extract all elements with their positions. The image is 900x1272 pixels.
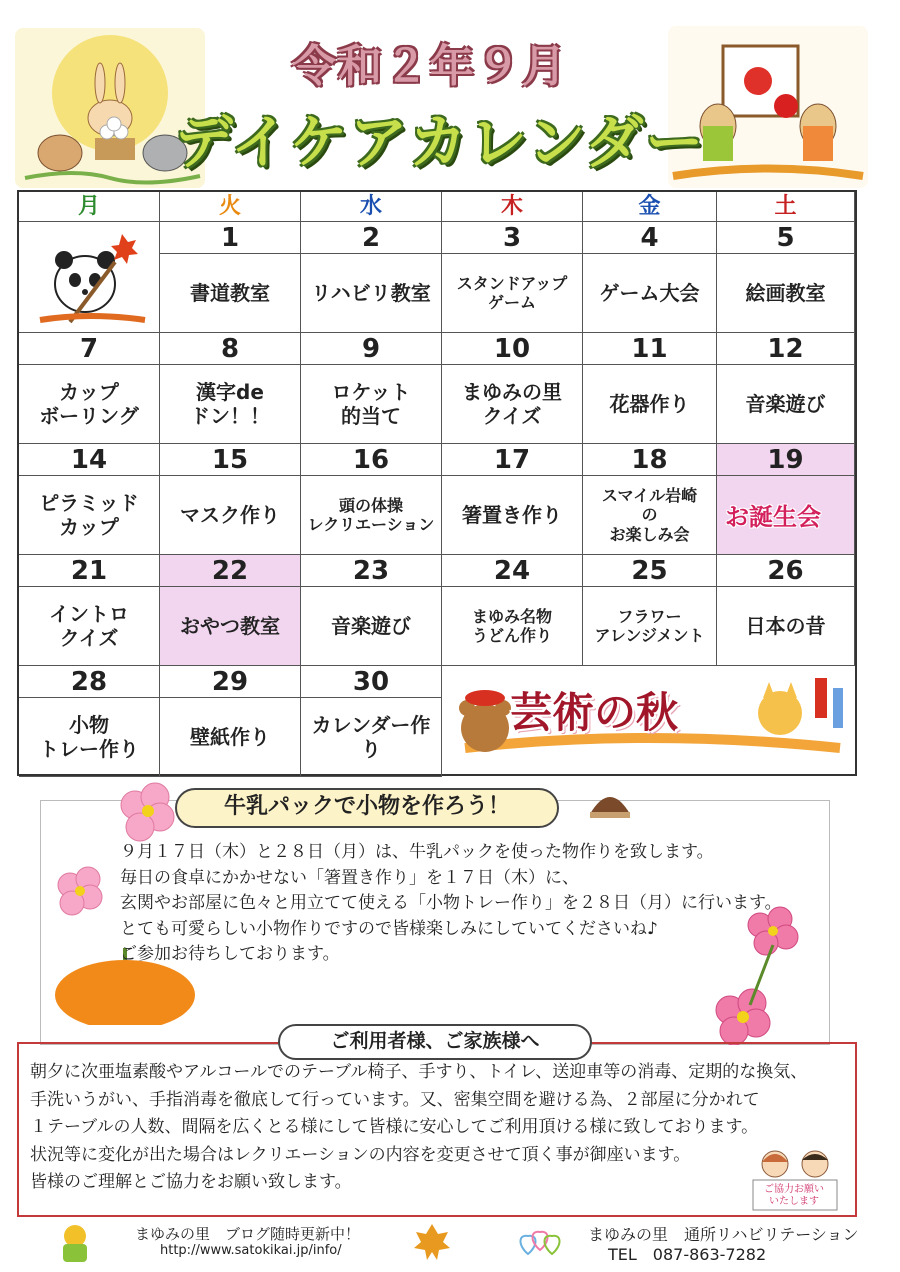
day-number: 1 [160,222,300,254]
header-year-month: 令和２年９月 [292,41,568,92]
day-event: ゲーム大会 [599,281,700,305]
day-event: 箸置き作り [462,503,562,527]
day-event: 絵画教室 [745,281,826,305]
day-event: スマイル岩崎 の お楽しみ会 [601,486,698,544]
milk-section-title: 牛乳パックで小物を作ろう！ [175,788,559,828]
day-event: ロケット 的当て [331,380,411,428]
weekday-header: 木 [442,192,583,222]
day-number: 10 [442,333,582,365]
day-number: 26 [717,555,854,587]
day-event: 小物 トレー作り [39,713,139,761]
day-event: ピラミッド カップ [39,491,139,539]
day-number: 21 [19,555,159,587]
weekday-header: 月 [19,192,160,222]
hearts-logo-icon [516,1226,564,1258]
panda-sweeping-illustration [30,222,155,327]
calendar-day-1 [160,222,301,333]
calendar-day-12 [717,333,855,444]
notice-body: 朝夕に次亜塩素酸やアルコールでのテーブル椅子、手すり、トイレ、送迎車等の消毒、定期的な換気、 手洗いうがい、手指消毒を徹底して行っています。又、密集空間を避ける為、２部屋に分かれて １テーブルの人数、間隔を広くとる様にして皆様に安心してご利用頂ける様に致しております。 状況等に変化が出た場合はレクリエーションの内容を変更させて頂く事が御座います。 皆様のご理解とご協力をお願い致します。 [30,1062,808,1192]
header-title: デイケアカレンダー [174,108,706,176]
calendar-day-28 [19,666,160,777]
mascot-icon [55,1220,95,1264]
day-event: まゆみ名物 うどん作り [471,606,552,645]
calendar-day-4 [583,222,717,333]
facility-name: まゆみの里 通所リハビリテーション [588,1225,859,1244]
day-number: 9 [301,333,441,365]
weekday-header: 土 [717,192,855,222]
cooperation-sign: ご協力お願い いたします [764,1184,824,1207]
day-number: 5 [717,222,854,254]
calendar-day-11 [583,333,717,444]
day-event: 書道教室 [190,281,270,305]
calendar-day-16 [301,444,442,555]
autumn-leaf-icon [414,1222,450,1262]
day-event: 壁紙作り [190,725,270,749]
calendar-day-7 [19,333,160,444]
day-number: 25 [583,555,716,587]
day-event: カップ ボーリング [39,380,139,428]
day-event: 頭の体操 レクリエーション [307,495,435,534]
calendar-day-2 [301,222,442,333]
calendar-day-30 [301,666,442,777]
day-event: フラワー アレンジメント [594,606,705,645]
calendar-day-22 [160,555,301,666]
birthday-party-label: お誕生会 [725,503,821,531]
chestnut-illustration [585,786,635,820]
day-event: 漢字de ドン！！ [190,380,270,428]
day-event: 音楽遊び [745,392,826,416]
calendar-day-3 [442,222,583,333]
calendar-day-9 [301,333,442,444]
day-event: 音楽遊び [331,614,411,638]
calendar-day-25 [583,555,717,666]
day-number: 29 [160,666,300,698]
day-number: 17 [442,444,582,476]
day-event: まゆみの里 クイズ [462,380,562,428]
notice-title: ご利用者様、ご家族様へ [278,1024,592,1060]
day-event: 花器作り [609,392,690,416]
weekday-header: 火 [160,192,301,222]
day-event: マスク作り [180,503,280,527]
day-event: 日本の昔 [745,614,826,638]
day-event: スタンドアップ ゲーム [456,273,568,312]
calendar-day-14 [19,444,160,555]
day-number: 14 [19,444,159,476]
day-number: 16 [301,444,441,476]
day-number: 23 [301,555,441,587]
day-number: 30 [301,666,441,698]
calendar-day-5 [717,222,855,333]
blog-notice: まゆみの里 ブログ随時更新中！ [135,1225,361,1243]
calendar-day-21 [19,555,160,666]
day-number: 22 [160,555,300,587]
day-number: 19 [717,444,854,476]
calendar-day-8 [160,333,301,444]
day-number: 11 [583,333,716,365]
calendar-day-17 [442,444,583,555]
day-number: 3 [442,222,582,254]
milk-section-body: ９月１７日（木）と２８日（月）は、牛乳パックを使った物作りを致します。 毎日の食卓にかかせない「箸置き作り」を１７日（木）に、 玄関やお部屋に色々と用立てて使える「小物トレー作り」を２８日（月）に行います。 とても可愛らしい小物作りですので皆様楽しみにしていてくださいね♪ ご参加お待ちしております。 [120,842,782,964]
day-event: カレンダー作り [311,713,431,761]
weekday-header: 水 [301,192,442,222]
art-autumn-banner: 芸術の秋 [510,688,679,737]
day-number: 18 [583,444,716,476]
day-event: イントロ クイズ [49,602,129,650]
calendar-day-23 [301,555,442,666]
day-number: 8 [160,333,300,365]
day-number: 4 [583,222,716,254]
day-number: 15 [160,444,300,476]
day-event: おやつ教室 [180,614,280,638]
day-number: 28 [19,666,159,698]
day-number: 7 [19,333,159,365]
day-number: 12 [717,333,854,365]
calendar-day-29 [160,666,301,777]
calendar-day-26 [717,555,855,666]
day-number: 24 [442,555,582,587]
day-number: 2 [301,222,441,254]
calendar-day-24 [442,555,583,666]
day-event: リハビリ教室 [311,281,431,305]
calendar-day-10 [442,333,583,444]
facility-phone: TEL 087-863-7282 [608,1245,767,1264]
calendar-day-15 [160,444,301,555]
weekday-header: 金 [583,192,717,222]
calendar-day-18 [583,444,717,555]
website-link[interactable]: http://www.satokikai.jp/info/ [160,1243,342,1258]
